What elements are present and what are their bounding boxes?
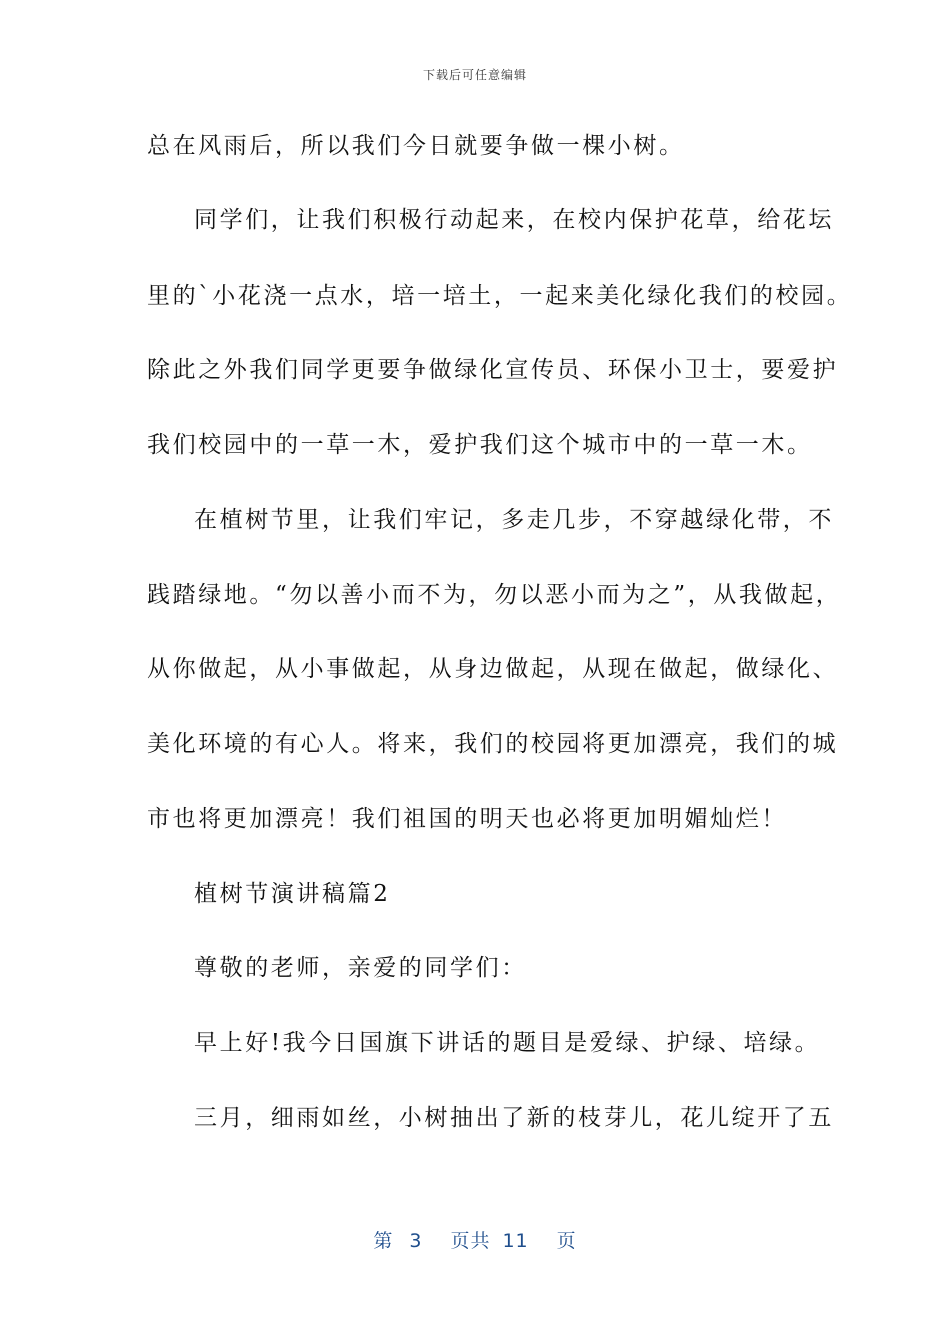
body-line: 总在风雨后，所以我们今日就要争做一棵小树。 (147, 133, 685, 159)
body-line: 早上好!我今日国旗下讲话的题目是爱绿、护绿、培绿。 (194, 1030, 821, 1056)
body-line: 同学们，让我们积极行动起来，在校内保护花草，给花坛 (194, 207, 834, 233)
body-line: 除此之外我们同学更要争做绿化宣传员、环保小卫士，要爱护 (147, 357, 839, 383)
header-note: 下载后可任意编辑 (422, 68, 527, 82)
page-footer (0, 1226, 950, 1253)
body-line: 里的`小花浇一点水，培一培土，一起来美化绿化我们的校园。 (147, 283, 853, 309)
body-line: 在植树节里，让我们牢记，多走几步，不穿越绿化带，不 (194, 507, 834, 533)
total-pages-number: 11 (502, 1230, 529, 1252)
body-line: 我们校园中的一草一木，爱护我们这个城市中的一草一木。 (147, 432, 813, 458)
body-line: 践踏绿地。“勿以善小而不为，勿以恶小而为之”，从我做起， (147, 582, 842, 608)
body-line: 市也将更加漂亮！我们祖国的明天也必将更加明媚灿烂！ (147, 806, 787, 832)
section-heading: 植树节演讲稿篇2 (194, 881, 391, 907)
current-page-number: 3 (409, 1230, 423, 1252)
body-line: 从你做起，从小事做起，从身边做起，从现在做起，做绿化、 (147, 656, 839, 682)
body-line: 尊敬的老师，亲爱的同学们： (194, 955, 527, 981)
body-line: 三月，细雨如丝，小树抽出了新的枝芽儿，花儿绽开了五 (194, 1105, 834, 1131)
page-label-prefix: 第 (373, 1230, 394, 1252)
page-label-suffix: 页 (556, 1230, 577, 1252)
body-line: 美化环境的有心人。将来，我们的校园将更加漂亮，我们的城 (147, 731, 839, 757)
page-label-mid: 页共 (450, 1230, 491, 1252)
